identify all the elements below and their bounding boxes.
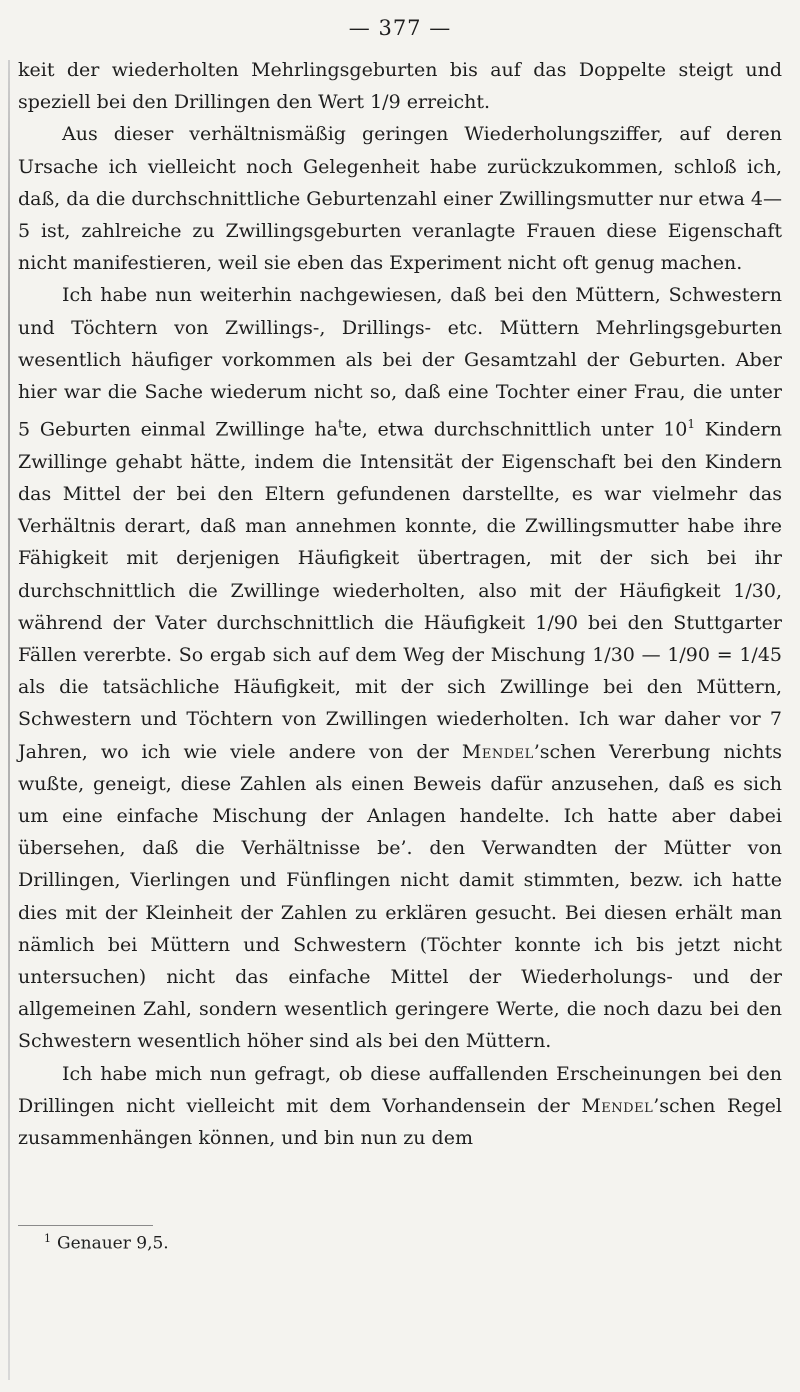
text-run: Kindern Zwillinge gehabt hätte, indem die Intensität der Eigenschaft bei den Kindern das Mittel der bei den Eltern gefundenen darstellte, es war vielmehr das Verhältnis derart, daß man annehmen konnte, die Zwillingsmutter habe ihre Fähigkeit mit derjenigen Häufigkeit übertragen, mit der sich bei ihr durchschnittlich die Zwillinge wiederholten, also mit der Häufigkeit bbox=[18, 418, 782, 602]
text-run: als die tatsächliche Häufigkeit, mit der sich Zwillinge bei den Müttern, Schwestern und Töchtern von Zwillingen wiederholten. Ich war daher vor 7 Jahren, wo ich wie viele andere von der bbox=[18, 676, 782, 763]
text-run: Aus dieser verhältnismäßig geringen Wiederholungsziffer, auf deren Ursache ich vielleicht noch Gelegenheit habe zurückzukommen, schloß ich, daß, da die durchschnittliche Geburtenzahl einer Zwillingsmutter nur etwa 4—5 ist, zahlreiche zu Zwillingsgeburten veranlagte Frauen diese Eigenschaft nicht manifestieren, weil sie eben das Experiment nicht oft genug machen. bbox=[18, 123, 782, 275]
superscript: 1 bbox=[687, 417, 696, 432]
paragraph bbox=[18, 279, 782, 1057]
text-run: — bbox=[634, 643, 668, 666]
author-name: Mendel bbox=[581, 1094, 654, 1117]
binding-edge bbox=[8, 60, 10, 1380]
fraction: 1/90 bbox=[667, 643, 710, 666]
fraction: 1/30 bbox=[592, 643, 635, 666]
paragraph bbox=[18, 118, 782, 279]
author-name: Mendel bbox=[461, 740, 534, 763]
page-number: — 377 — bbox=[348, 16, 452, 40]
footnote-marker: 1 bbox=[44, 1232, 51, 1245]
fraction: 1/45 bbox=[739, 643, 782, 666]
fraction: 1/9 bbox=[370, 91, 401, 114]
text-run: ’schen Regel zusammenhängen können, und bin nun zu dem bbox=[18, 1094, 782, 1150]
footnote bbox=[44, 1232, 169, 1254]
footnote-divider bbox=[18, 1225, 153, 1226]
paragraph bbox=[18, 54, 782, 118]
text-run: Ich habe nun weiterhin nachgewiesen, daß bei den Müttern, Schwestern und Töchtern von Zwillings-, Drillings- etc. Müttern Mehrlingsgeburten wesentlich häufiger vorkommen als bei der Gesamtzahl der Geburten. Aber hier war die Sache wiederum nicht so, daß eine Tochter einer Frau, die unter 5 Geburten einmal Zwillinge ha bbox=[18, 284, 782, 441]
text-run: bei den Stuttgarter Fällen vererbte. So ergab sich auf dem Weg der Mischung bbox=[18, 611, 782, 666]
text-run: te, etwa durchschnittlich unter 10 bbox=[342, 418, 688, 441]
text-run: = bbox=[709, 643, 740, 666]
text-run: erreicht. bbox=[400, 91, 490, 114]
body-text bbox=[18, 54, 782, 1154]
fraction: 1/90 bbox=[535, 611, 578, 634]
footnote-text: Genauer 9,5. bbox=[57, 1233, 169, 1254]
text-run: ’schen Vererbung nichts wußte, geneigt, diese Zahlen als einen Beweis dafür anzusehen, daß es sich um eine einfache Mischung der Anlagen handelte. Ich hatte aber dabei übersehen, daß die Verhältnisse be’. den Verwandten der Mütter von Drillingen, Vierlingen und Fünflingen nicht damit stimmten, bezw. ich hatte dies mit der Kleinheit der Zahlen zu erklären gesucht. Bei diesen erhält man nämlich bei Müttern und Schwestern (Töchter konnte ich bis jetzt nicht untersuchen) nicht das einfache Mittel der Wiederholungs- und der allgemeinen Zahl, sondern wesentlich geringere Werte, die noch dazu bei den Schwestern wesentlich höher sind als bei den Müttern. bbox=[18, 740, 782, 1053]
text-run: Ich habe mich nun gefragt, ob diese auffallenden Erscheinungen bei den Drillingen nicht vielleicht mit dem Vorhandensein der bbox=[18, 1062, 782, 1117]
text-run: , während der Vater durchschnittlich die Häufigkeit bbox=[18, 579, 782, 634]
superscript: t bbox=[338, 417, 343, 432]
fraction: 1/30 bbox=[733, 579, 776, 602]
text-run: keit der wiederholten Mehrlingsgeburten bis auf das Doppelte steigt und speziell bei den Drillingen den Wert bbox=[18, 59, 782, 114]
paragraph bbox=[18, 1058, 782, 1155]
